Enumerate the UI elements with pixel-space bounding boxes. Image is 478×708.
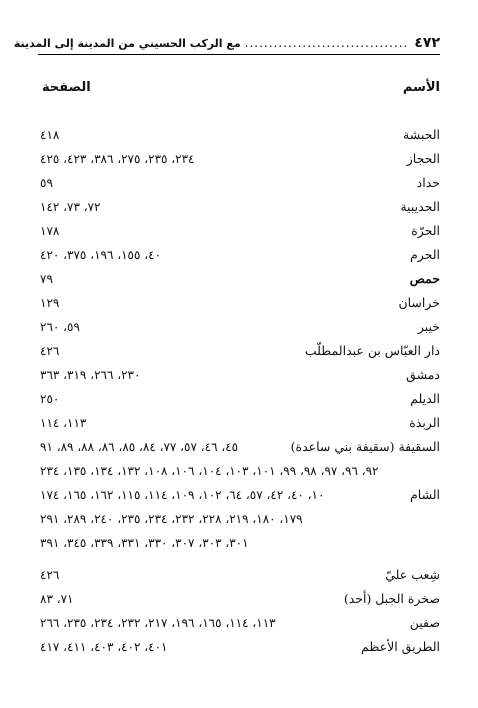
place-name: الحرّة: [411, 223, 440, 238]
place-name: الشام: [410, 487, 440, 502]
page-references: ١٢٩: [40, 296, 60, 310]
page-references: ٥٩: [40, 176, 53, 190]
index-entry: [38, 587, 440, 611]
page-references: ١٧٨: [40, 224, 60, 238]
index-entry: [38, 411, 440, 435]
page-references: ١١٣، ١١٤: [40, 416, 87, 430]
index-entry: [38, 243, 440, 267]
place-name: خراسان: [398, 295, 440, 310]
index-entry: [38, 123, 440, 147]
page-references: ٧٩: [40, 272, 53, 286]
page-references: ٢٣٤، ٢٣٥، ٢٧٥، ٣٨٦، ٤٢٣، ٤٢٥: [40, 152, 195, 166]
page-references: ١٠، ٤٠، ٤٢، ٥٧، ٦٤، ١٠٢، ١٠٩، ١١٤، ١١٥، ١٦٢، ١٦٥، ١٧٤: [40, 488, 325, 502]
column-header-name: الأسم: [402, 80, 440, 95]
index-entry: [38, 635, 440, 659]
page-references: ٢٣٠، ٢٦٦، ٣١٩، ٣٦٣: [40, 368, 141, 382]
page-references: ٤٢٦: [40, 568, 60, 582]
index-entry: [38, 171, 440, 195]
place-name: دمشق: [406, 367, 440, 382]
column-header-page: الصفحة: [42, 80, 91, 95]
index-entry: [38, 563, 440, 587]
page-references: ٧٢، ٧٣، ١٤٢: [40, 200, 101, 214]
place-name: الحرم: [410, 247, 440, 262]
place-name: الديلم: [410, 391, 440, 406]
page-references: ٢٥٠: [40, 392, 60, 406]
place-name: الحجاز: [406, 151, 440, 166]
page-number: ٤٧٢: [414, 35, 440, 51]
page-references: ٣٠١، ٣٠٣، ٣٠٧، ٣٣٠، ٣٣١، ٣٣٩، ٣٤٥، ٣٩١: [40, 536, 249, 550]
page-references: ١٧٩، ١٨٠، ٢١٩، ٢٢٨، ٢٣٢، ٢٣٤، ٢٣٥، ٢٤٠، ٢٨٩، ٢٩١: [40, 512, 303, 526]
column-headers: [42, 80, 440, 102]
page-references: ٩٢، ٩٦، ٩٧، ٩٨، ٩٩، ١٠١، ١٠٣، ١٠٤، ١٠٦، ١٠٨، ١٣٢، ١٣٤، ١٣٥، ٢٣٤: [40, 464, 379, 478]
page-references: ٤٢٦: [40, 344, 60, 358]
page-references: ١١٣، ١١٤، ١٦٥، ١٩٦، ٢١٧، ٢٣٢، ٢٣٤، ٢٣٥، ٢٦٦: [40, 616, 276, 630]
place-name: شِعب عليّ: [385, 567, 440, 582]
place-name: الطريق الأعظم: [361, 639, 440, 654]
place-name: دار العبّاس بن عبدالمطلّب: [304, 343, 440, 358]
index-entry: [38, 219, 440, 243]
page-references: ٤٠، ١٥٥، ١٩٦، ٣٧٥، ٤٢٠: [40, 248, 162, 262]
index-entry: [38, 507, 440, 531]
index-entry: [38, 435, 440, 459]
page-references: ٤١٨: [40, 128, 60, 142]
index-entry: [38, 147, 440, 171]
place-name: الحبشة: [403, 127, 440, 142]
index-entry: [38, 387, 440, 411]
index-entry: [38, 195, 440, 219]
index-entry: [38, 459, 440, 483]
place-name: حداد: [416, 175, 440, 190]
page-references: ٧١، ٨٣: [40, 592, 74, 606]
index-entry: [38, 339, 440, 363]
place-name: صخرة الجبل (أحد): [343, 591, 440, 606]
page-references: ٥٩، ٢٦٠: [40, 320, 80, 334]
index-entry: [38, 611, 440, 635]
place-name: الربذة: [409, 415, 440, 430]
place-name: خيبر: [417, 319, 440, 334]
place-name: الحديبية: [400, 199, 440, 214]
index-entry: [38, 363, 440, 387]
running-header-title: مع الركب الحسيني من المدينة إلى المدينة: [13, 37, 241, 50]
index-entry: [38, 531, 440, 555]
index-entry: [38, 267, 440, 291]
page-references: ٤٥، ٤٦، ٥٧، ٧٧، ٨٤، ٨٥، ٨٦، ٨٨، ٨٩، ٩١: [40, 440, 239, 454]
leader-dots: ..................................: [244, 36, 409, 50]
page-references: ٤٠١، ٤٠٢، ٤٠٣، ٤١١، ٤١٧: [40, 640, 168, 654]
place-name: السقيفة (سقيفة بني ساعدة): [290, 439, 440, 454]
index-entry: [38, 483, 440, 507]
running-header: [13, 30, 440, 55]
index-entry: [38, 315, 440, 339]
place-name: حمص: [409, 271, 440, 286]
place-name: صفين: [409, 615, 440, 630]
index-entry: [38, 291, 440, 315]
